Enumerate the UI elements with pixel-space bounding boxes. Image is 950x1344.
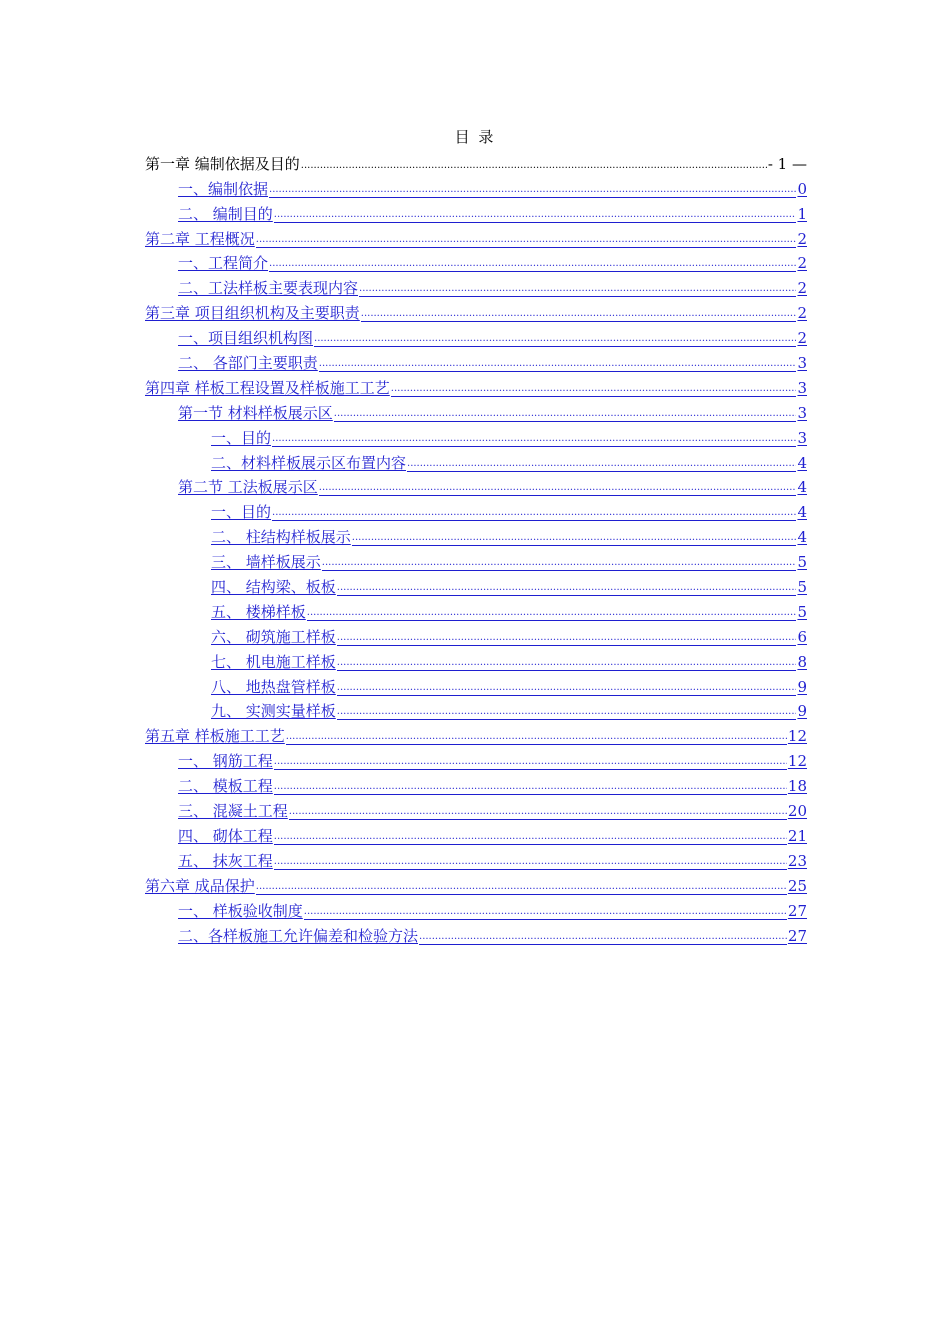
- toc-dot-leader: [337, 706, 797, 720]
- toc-dot-leader: [322, 557, 797, 571]
- toc-entry-title: 第五章 样板施工工艺: [145, 727, 285, 746]
- toc-entry[interactable]: [145, 922, 807, 947]
- toc-entry[interactable]: [145, 200, 807, 225]
- toc-entry[interactable]: [145, 897, 807, 922]
- toc-dot-leader: [337, 682, 797, 696]
- toc-dot-leader: [319, 482, 797, 496]
- toc-page-number: 2: [797, 279, 807, 298]
- toc-dot-leader: [334, 408, 797, 422]
- toc-entry-title: 二、材料样板展示区布置内容: [211, 453, 407, 472]
- toc-entry[interactable]: [145, 822, 807, 847]
- toc-entry-title: 第一节 材料样板展示区: [178, 403, 333, 422]
- toc-page-number: 2: [797, 329, 807, 348]
- toc-page-number: 9: [797, 677, 807, 696]
- toc-page-number: 20: [787, 802, 807, 821]
- toc-dot-leader: [269, 184, 796, 198]
- toc-entry-title: 二、各样板施工允许偏差和检验方法: [178, 926, 419, 945]
- toc-dot-leader: [314, 333, 796, 347]
- toc-dot-leader: [337, 632, 797, 646]
- toc-page-number: 3: [797, 354, 807, 373]
- toc-entry[interactable]: [145, 274, 807, 299]
- toc-dot-leader: [274, 209, 797, 223]
- toc-page-number: 4: [797, 503, 807, 522]
- toc-entry-title: 二、 模板工程: [178, 777, 273, 796]
- toc-page-number: 9: [797, 702, 807, 721]
- toc-page-number: 8: [797, 652, 807, 671]
- toc-dot-leader: [337, 582, 797, 596]
- toc-entry-title: 二、 各部门主要职责: [178, 354, 318, 373]
- toc-entry[interactable]: [145, 374, 807, 399]
- toc-page-number: 4: [797, 453, 807, 472]
- toc-entry[interactable]: [145, 399, 807, 424]
- toc-entry[interactable]: [145, 573, 807, 598]
- toc-dot-leader: [359, 283, 796, 297]
- toc-dot-leader: [407, 458, 796, 472]
- toc-dot-leader: [274, 756, 787, 770]
- toc-dot-leader: [289, 806, 787, 820]
- toc-entry-title: 一、目的: [211, 428, 272, 447]
- toc-page-number: 3: [797, 403, 807, 422]
- toc-entry[interactable]: [145, 598, 807, 623]
- toc-entry[interactable]: [145, 449, 807, 474]
- toc-entry[interactable]: [145, 498, 807, 523]
- toc-dot-leader: [304, 906, 787, 920]
- toc-entry[interactable]: [145, 548, 807, 573]
- toc-entry[interactable]: [145, 175, 807, 200]
- toc-dot-leader: [352, 532, 797, 546]
- toc-entry[interactable]: [145, 250, 807, 275]
- toc-page-number: 4: [797, 528, 807, 547]
- toc-entry-title: 四、 砌体工程: [178, 826, 273, 845]
- toc-entry[interactable]: [145, 698, 807, 723]
- toc-entry-title: 一、 样板验收制度: [178, 901, 303, 920]
- toc-entry[interactable]: [145, 424, 807, 449]
- toc-entry-title: 五、 抹灰工程: [178, 851, 273, 870]
- toc-entry-title: 六、 砌筑施工样板: [211, 627, 336, 646]
- toc-entry-title: 一、 钢筋工程: [178, 752, 273, 771]
- toc-entry[interactable]: [145, 523, 807, 548]
- toc-page-number: 3: [797, 428, 807, 447]
- toc-entry[interactable]: [145, 797, 807, 822]
- toc-dot-leader: [337, 657, 797, 671]
- toc-entry-title: 一、目的: [211, 503, 272, 522]
- toc-entry-title: 第二节 工法板展示区: [178, 478, 318, 497]
- toc-entry[interactable]: [145, 772, 807, 797]
- toc-page-number: 0: [797, 179, 807, 198]
- toc-dot-leader: [274, 831, 787, 845]
- toc-entry-title: 第一章 编制依据及目的: [145, 154, 300, 173]
- toc-entry-title: 九、 实测实量样板: [211, 702, 336, 721]
- toc-entry[interactable]: [145, 722, 807, 747]
- toc-dot-leader: [286, 731, 787, 745]
- toc-dot-leader: [274, 781, 787, 795]
- toc-entry-title: 四、 结构梁、板板: [211, 578, 336, 597]
- toc-dot-leader: [256, 234, 797, 248]
- toc-entry[interactable]: [145, 648, 807, 673]
- toc-page-number: 12: [787, 727, 807, 746]
- toc-entry-title: 三、 混凝土工程: [178, 802, 288, 821]
- toc-dot-leader: [256, 881, 787, 895]
- toc-entry-title: 一、工程简介: [178, 254, 269, 273]
- toc-page-number: 27: [787, 901, 807, 920]
- toc-entry[interactable]: [145, 623, 807, 648]
- toc-page-number: 25: [787, 876, 807, 895]
- toc-entry[interactable]: [145, 299, 807, 324]
- toc-page-number: 2: [797, 254, 807, 273]
- toc-entry[interactable]: [145, 747, 807, 772]
- toc-dot-leader: [391, 383, 797, 397]
- toc-dot-leader: [301, 159, 767, 173]
- toc-entry-title: 第四章 样板工程设置及样板施工工艺: [145, 378, 390, 397]
- toc-entry-title: 第六章 成品保护: [145, 876, 255, 895]
- toc-entry[interactable]: [145, 324, 807, 349]
- toc-entry-title: 一、项目组织机构图: [178, 329, 314, 348]
- toc-dot-leader: [272, 507, 796, 521]
- toc-page-number: 5: [797, 602, 807, 621]
- toc-dot-leader: [274, 856, 787, 870]
- toc-entry[interactable]: [145, 872, 807, 897]
- toc-page-number: 6: [797, 627, 807, 646]
- toc-entry-title: 五、 楼梯样板: [211, 602, 306, 621]
- toc-dot-leader: [269, 258, 796, 272]
- toc-dot-leader: [419, 931, 787, 945]
- toc-entry-title: 八、 地热盘管样板: [211, 677, 336, 696]
- toc-page-number: 5: [797, 553, 807, 572]
- toc-page-number: 5: [797, 578, 807, 597]
- toc-entry[interactable]: [145, 673, 807, 698]
- toc-page-number: 27: [787, 926, 807, 945]
- table-of-contents: [145, 150, 807, 947]
- toc-dot-leader: [272, 433, 796, 447]
- toc-entry-title: 二、工法样板主要表现内容: [178, 279, 359, 298]
- toc-page-number: 21: [787, 826, 807, 845]
- toc-dot-leader: [361, 308, 797, 322]
- toc-page-number: 2: [797, 229, 807, 248]
- toc-page-number: 2: [797, 304, 807, 323]
- toc-page-number: 4: [797, 478, 807, 497]
- toc-page-number: 3: [797, 378, 807, 397]
- toc-page-number: 12: [787, 752, 807, 771]
- toc-entry-title: 二、 编制目的: [178, 204, 273, 223]
- toc-entry-title: 第二章 工程概况: [145, 229, 255, 248]
- toc-page-number: 23: [787, 851, 807, 870]
- toc-entry: [145, 150, 807, 175]
- toc-entry[interactable]: [145, 847, 807, 872]
- toc-dot-leader: [319, 358, 797, 372]
- toc-entry-title: 一、编制依据: [178, 179, 269, 198]
- toc-entry-title: 三、 墙样板展示: [211, 553, 321, 572]
- toc-entry-title: 二、 柱结构样板展示: [211, 528, 351, 547]
- toc-entry[interactable]: [145, 474, 807, 499]
- toc-entry-title: 七、 机电施工样板: [211, 652, 336, 671]
- toc-entry-title: 第三章 项目组织机构及主要职责: [145, 304, 360, 323]
- toc-entry[interactable]: [145, 349, 807, 374]
- toc-entry[interactable]: [145, 225, 807, 250]
- toc-page-number: - 1 —: [767, 154, 807, 173]
- toc-title: 目 录: [454, 128, 496, 146]
- toc-page-number: 1: [797, 204, 807, 223]
- toc-page-number: 18: [787, 777, 807, 796]
- toc-dot-leader: [307, 607, 797, 621]
